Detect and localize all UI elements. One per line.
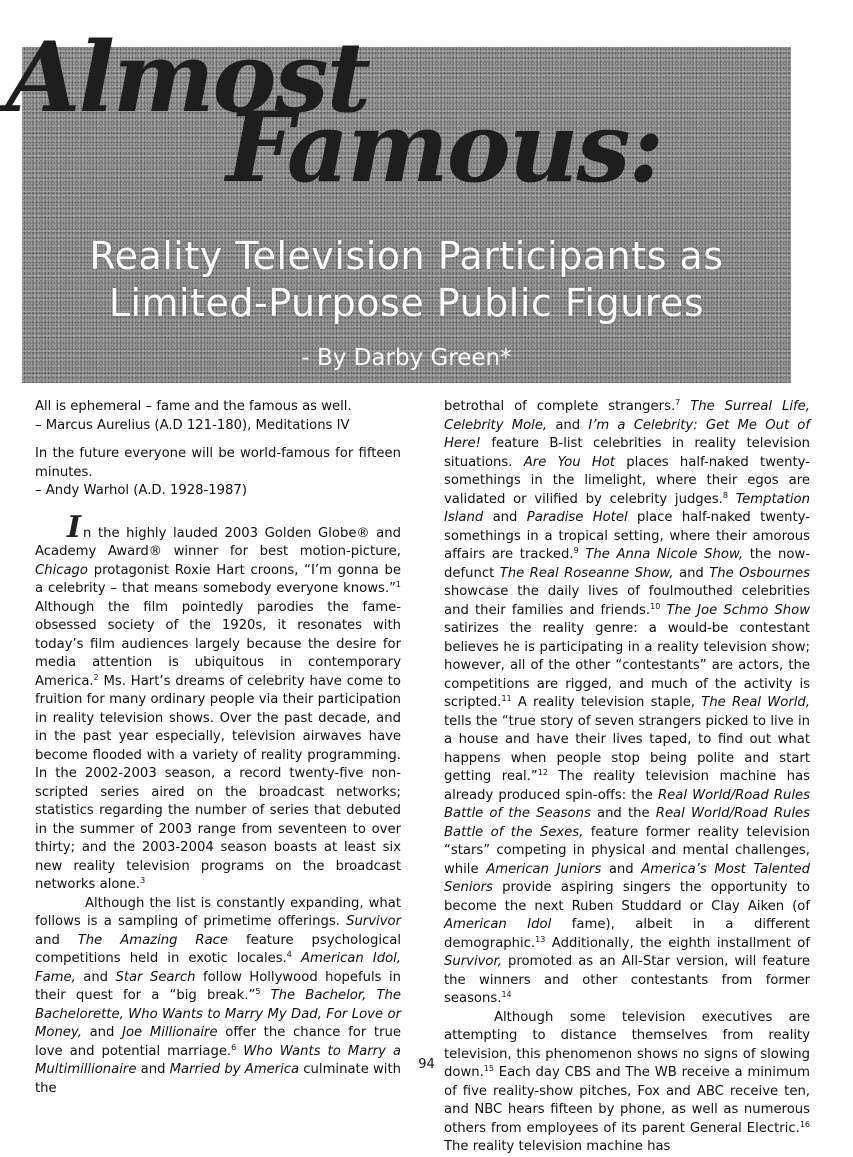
page-number: 94	[418, 1057, 435, 1072]
epigraph-attribution: – Marcus Aurelius (A.D 121-180), Meditations IV	[35, 417, 350, 433]
footnote-ref[interactable]: 13	[535, 934, 546, 944]
footnote-ref[interactable]: 1	[395, 580, 401, 589]
epigraph-quote: All is ephemeral – fame and the famous as well.	[35, 399, 352, 414]
footnote-ref[interactable]: 11	[501, 694, 512, 703]
left-column	[35, 398, 401, 1098]
footnote-ref[interactable]: 14	[501, 990, 512, 999]
footnote-ref[interactable]: 2	[93, 672, 99, 682]
column-break-text: culminate with the	[35, 1062, 401, 1096]
footnote-ref[interactable]: 3	[140, 876, 146, 885]
footnote-ref[interactable]: 9	[573, 546, 579, 555]
footnote-ref[interactable]: 16	[799, 1119, 810, 1129]
drop-cap: I	[67, 509, 82, 545]
epigraph-attribution: – Andy Warhol (A.D. 1928-1987)	[35, 483, 247, 498]
right-column	[444, 398, 810, 1157]
body-paragraph-1: In the highly lauded 2003 Golden Globe® and Academy Award® winner for best motion-picture, Chicago protagonist Roxie Hart croons, “I’m gonna be a celebrity – that means somebody everyone knows.”$^1$ Although the film pointedly parodies the fame-obsessed society of the 1920s, it resonates with today’s film audiences largely because the desire for media attention is ubiquitous in contemporary America.$^2$ Ms. Hart’s dreams of celebrity have come to fruition for many ordinary people via their participation in reality television shows. Over the past decade, and in the past year especially, television airwaves have become flooded with a variety of reality programming. In the 2002-2003 season, a record twenty-five non-scripted series aired on the broadcast networks; statistics regarding the number of series that debuted in the summer of 2003 range from seventeen to over thirty; and the 2003-2004 season boasts at least six new reality television programs on the broadcast networks alone.$^3$	[35, 509, 401, 892]
epigraph-quote: In the future everyone will be world-famous for fifteen minutes.	[35, 446, 401, 480]
title-famous: Famous:	[226, 91, 662, 204]
footnote-ref[interactable]: 4	[286, 950, 292, 959]
footnote-ref[interactable]: 8	[722, 490, 728, 500]
body-paragraph-3: Although some television executives are attempting to distance themselves from reality television, this phenomenon shows no signs of slowing down.$^{15}$ Each day CBS and The WB receive a minimum of five reality-show pitches, Fox and ABC receive ten, and NBC hears fifteen by phone, as well as numerous others from employees of its parent General Electric.$^{16}$ The reality television machine has	[444, 1009, 810, 1154]
byline: - By Darby Green*	[301, 345, 512, 371]
epigraph-aurelius	[35, 398, 401, 435]
body-paragraph-2-continued: betrothal of complete strangers.$^7$ The Surreal Life, Celebrity Mole, and I’m a Celebrity: Get Me Out of Here! feature B-list celebrities in reality television situations. Are You Hot places half-naked twenty-somethings in the limelight, where their egos are validated or vilified by celebrity judges.$^8$ Temptation Island and Paradise Hotel place half-naked twenty-somethings in a tropical setting, where their amorous affairs are tracked.$^9$ The Anna Nicole Show, the now-defunct The Real Roseanne Show, and The Osbournes showcase the daily lives of foulmouthed celebrities and their families and friends.$^{10}$ The Joe Schmo Show satirizes the reality genre: a would-be contestant believes he is participating in a reality television show; however, all of the other “contestants” are actors, the competitions are rigged, and much of the activity is scripted.$^{11}$ A reality television staple, The Real World, tells the “true story of seven strangers picked to live in a house and have their lives taped, to find out what happens when people stop being polite and start getting real.”$^{12}$ The reality television machine has already produced spin-offs: the Real World/Road Rules Battle of the Seasons and the Real World/Road Rules Battle of the Sexes, feature former reality television “stars” competing in physical and mental challenges, while American Juniors and America’s Most Talented Seniors provide aspiring singers the opportunity to become the next Ruben Studdard or Clay Aiken (of American Idol fame), albeit in a different demographic.$^{13}$ Additionally, the eighth installment of Survivor, promoted as an All-Star version, will feature the winners and other contestants from former seasons.$^{14}$	[444, 398, 811, 1006]
footnote-ref[interactable]: 5	[255, 987, 261, 996]
subtitle-line-2: Limited-Purpose Public Figures	[108, 281, 705, 325]
epigraph-warhol	[35, 445, 401, 501]
footnote-ref[interactable]: 6	[231, 1042, 237, 1052]
footnote-ref[interactable]: 15	[483, 1064, 494, 1073]
title-almost: Almost	[6, 21, 369, 134]
footnote-ref[interactable]: 12	[537, 768, 548, 777]
footnote-ref[interactable]: 10	[650, 601, 661, 611]
subtitle-line-1: Reality Television Participants as	[89, 234, 724, 278]
body-paragraph-2: Although the list is constantly expanding, what follows is a sampling of primetime offerings. Survivor and The Amazing Race feature psychological competitions held in exotic locales.$^4$ American Idol, Fame, and Star Search follow Hollywood hopefuls in their quest for a “big break.”$^5$ The Bachelor, The Bachelorette, Who Wants to Marry My Dad, For Love or Money, and Joe Millionaire offer the chance for true love and potential marriage.$^6$ Who Wants to Marry a Multimillionaire and Married by America culminate with the	[35, 895, 401, 1096]
footnote-ref[interactable]: 7	[675, 398, 681, 407]
